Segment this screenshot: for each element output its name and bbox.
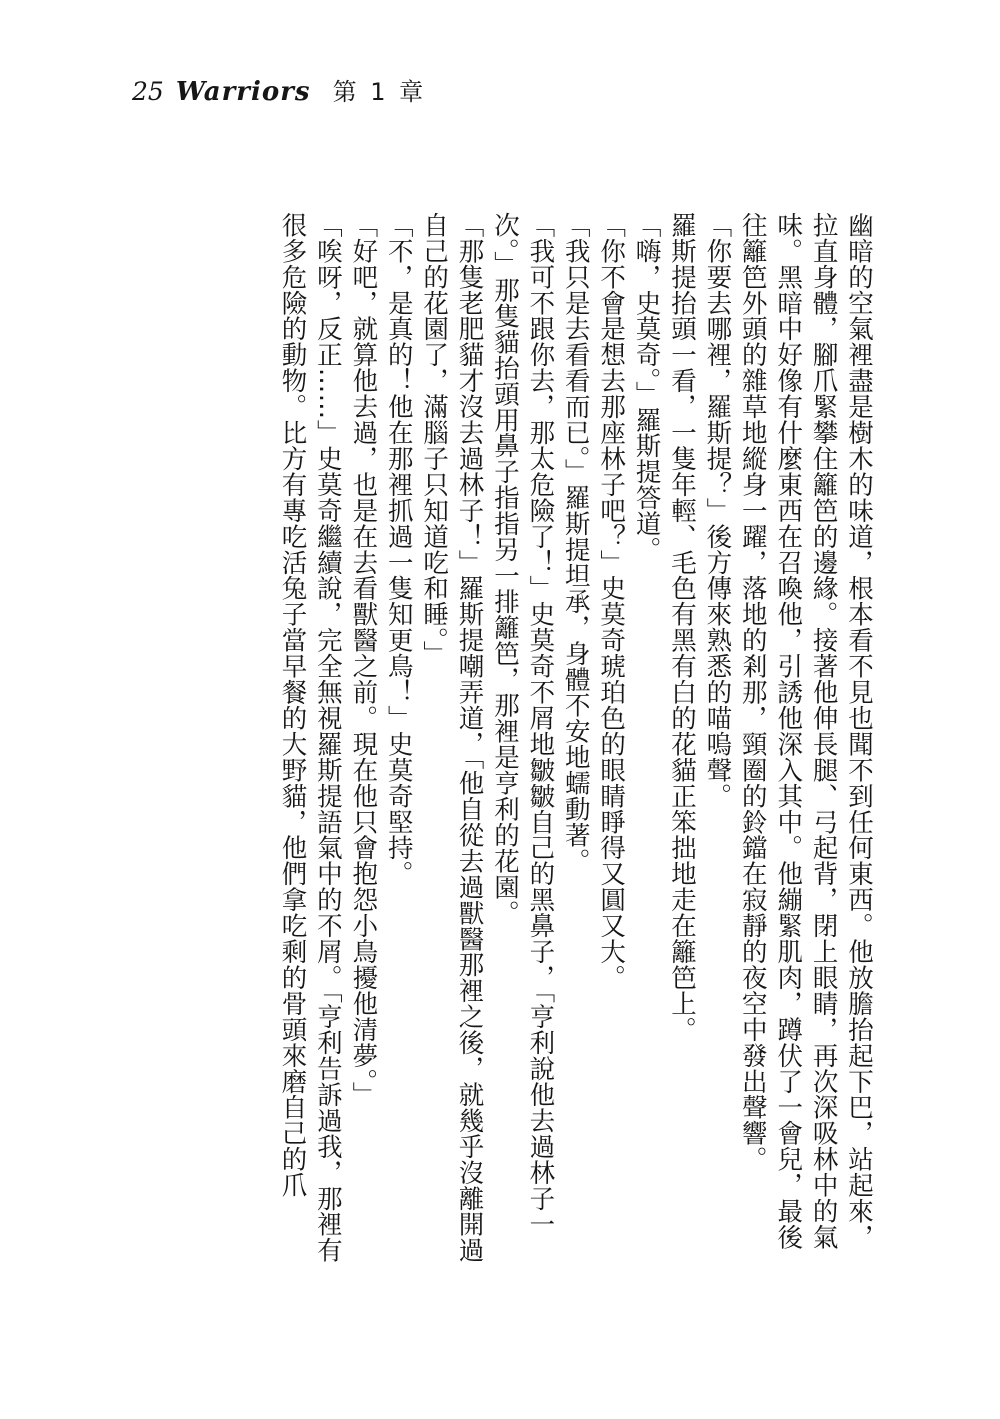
paragraph: 「好吧，就算他去過，也是在去看獸醫之前。現在他只會抱怨小鳥擾他清夢。」 [348, 212, 379, 1108]
paragraph: 「唉呀，反正……」史莫奇繼續說，完全無視羅斯提語氣中的不屑。「亨利告訴過我，那裡有很多危險的動物。比方有專吃活兔子當早餐的大野貓，他們拿吃剩的骨頭來磨自己的爪 [277, 212, 343, 1264]
running-header [132, 72, 426, 112]
paragraph: 羅斯提抬頭一看，一隻年輕、毛色有黑有白的花貓正笨拙地走在籬笆上。 [666, 212, 697, 1043]
paragraph: 「嗨，史莫奇。」羅斯提答道。 [631, 212, 662, 563]
series-title-logo: Warriors [175, 77, 311, 107]
paragraph: 「你不會是想去那座林子吧？」史莫奇琥珀色的眼睛睜得又圓又大。 [596, 212, 627, 991]
chapter-label: 第 1 章 [332, 78, 427, 106]
paragraph: 「你要去哪裡，羅斯提？」後方傳來熟悉的喵嗚聲。 [702, 212, 733, 809]
paragraph: 幽暗的空氣裡盡是樹木的味道，根本看不見也聞不到任何東西。他放膽抬起下巴，站起來，拉直身體，腳爪緊攀住籬笆的邊緣。接著他伸長腿、弓起背，閉上眼睛，再次深吸林中的氣味。黑暗中好像有什麼東西在召喚他，引誘他深入其中。他繃緊肌肉，蹲伏了一會兒，最後往籬笆外頭的雜草地縱身一躍，落地的剎那，頸圈的鈴鐺在寂靜的夜空中發出聲響。 [737, 212, 874, 1250]
paragraph: 「不，是真的！他在那裡抓過一隻知更鳥！」史莫奇堅持。 [383, 212, 414, 887]
paragraph: 「我只是去看看而已。」羅斯提坦承，身體不安地蠕動著。 [560, 212, 591, 874]
paragraph: 「我可不跟你去，那太危險了！」史莫奇不屑地皺皺自己的黑鼻子，「亨利說他去過林子一次。」那隻貓抬頭用鼻子指指另一排籬笆，那裡是亨利的花園。 [489, 212, 556, 1238]
paragraph: 「那隻老肥貓才沒去過林子！」羅斯提嘲弄道，「他自從去過獸醫那裡之後，就幾乎沒離開過自己的花園了，滿腦子只知道吃和睡。」 [419, 212, 485, 1264]
page-number: 25 [132, 77, 164, 106]
vertical-text-body [116, 212, 876, 1272]
